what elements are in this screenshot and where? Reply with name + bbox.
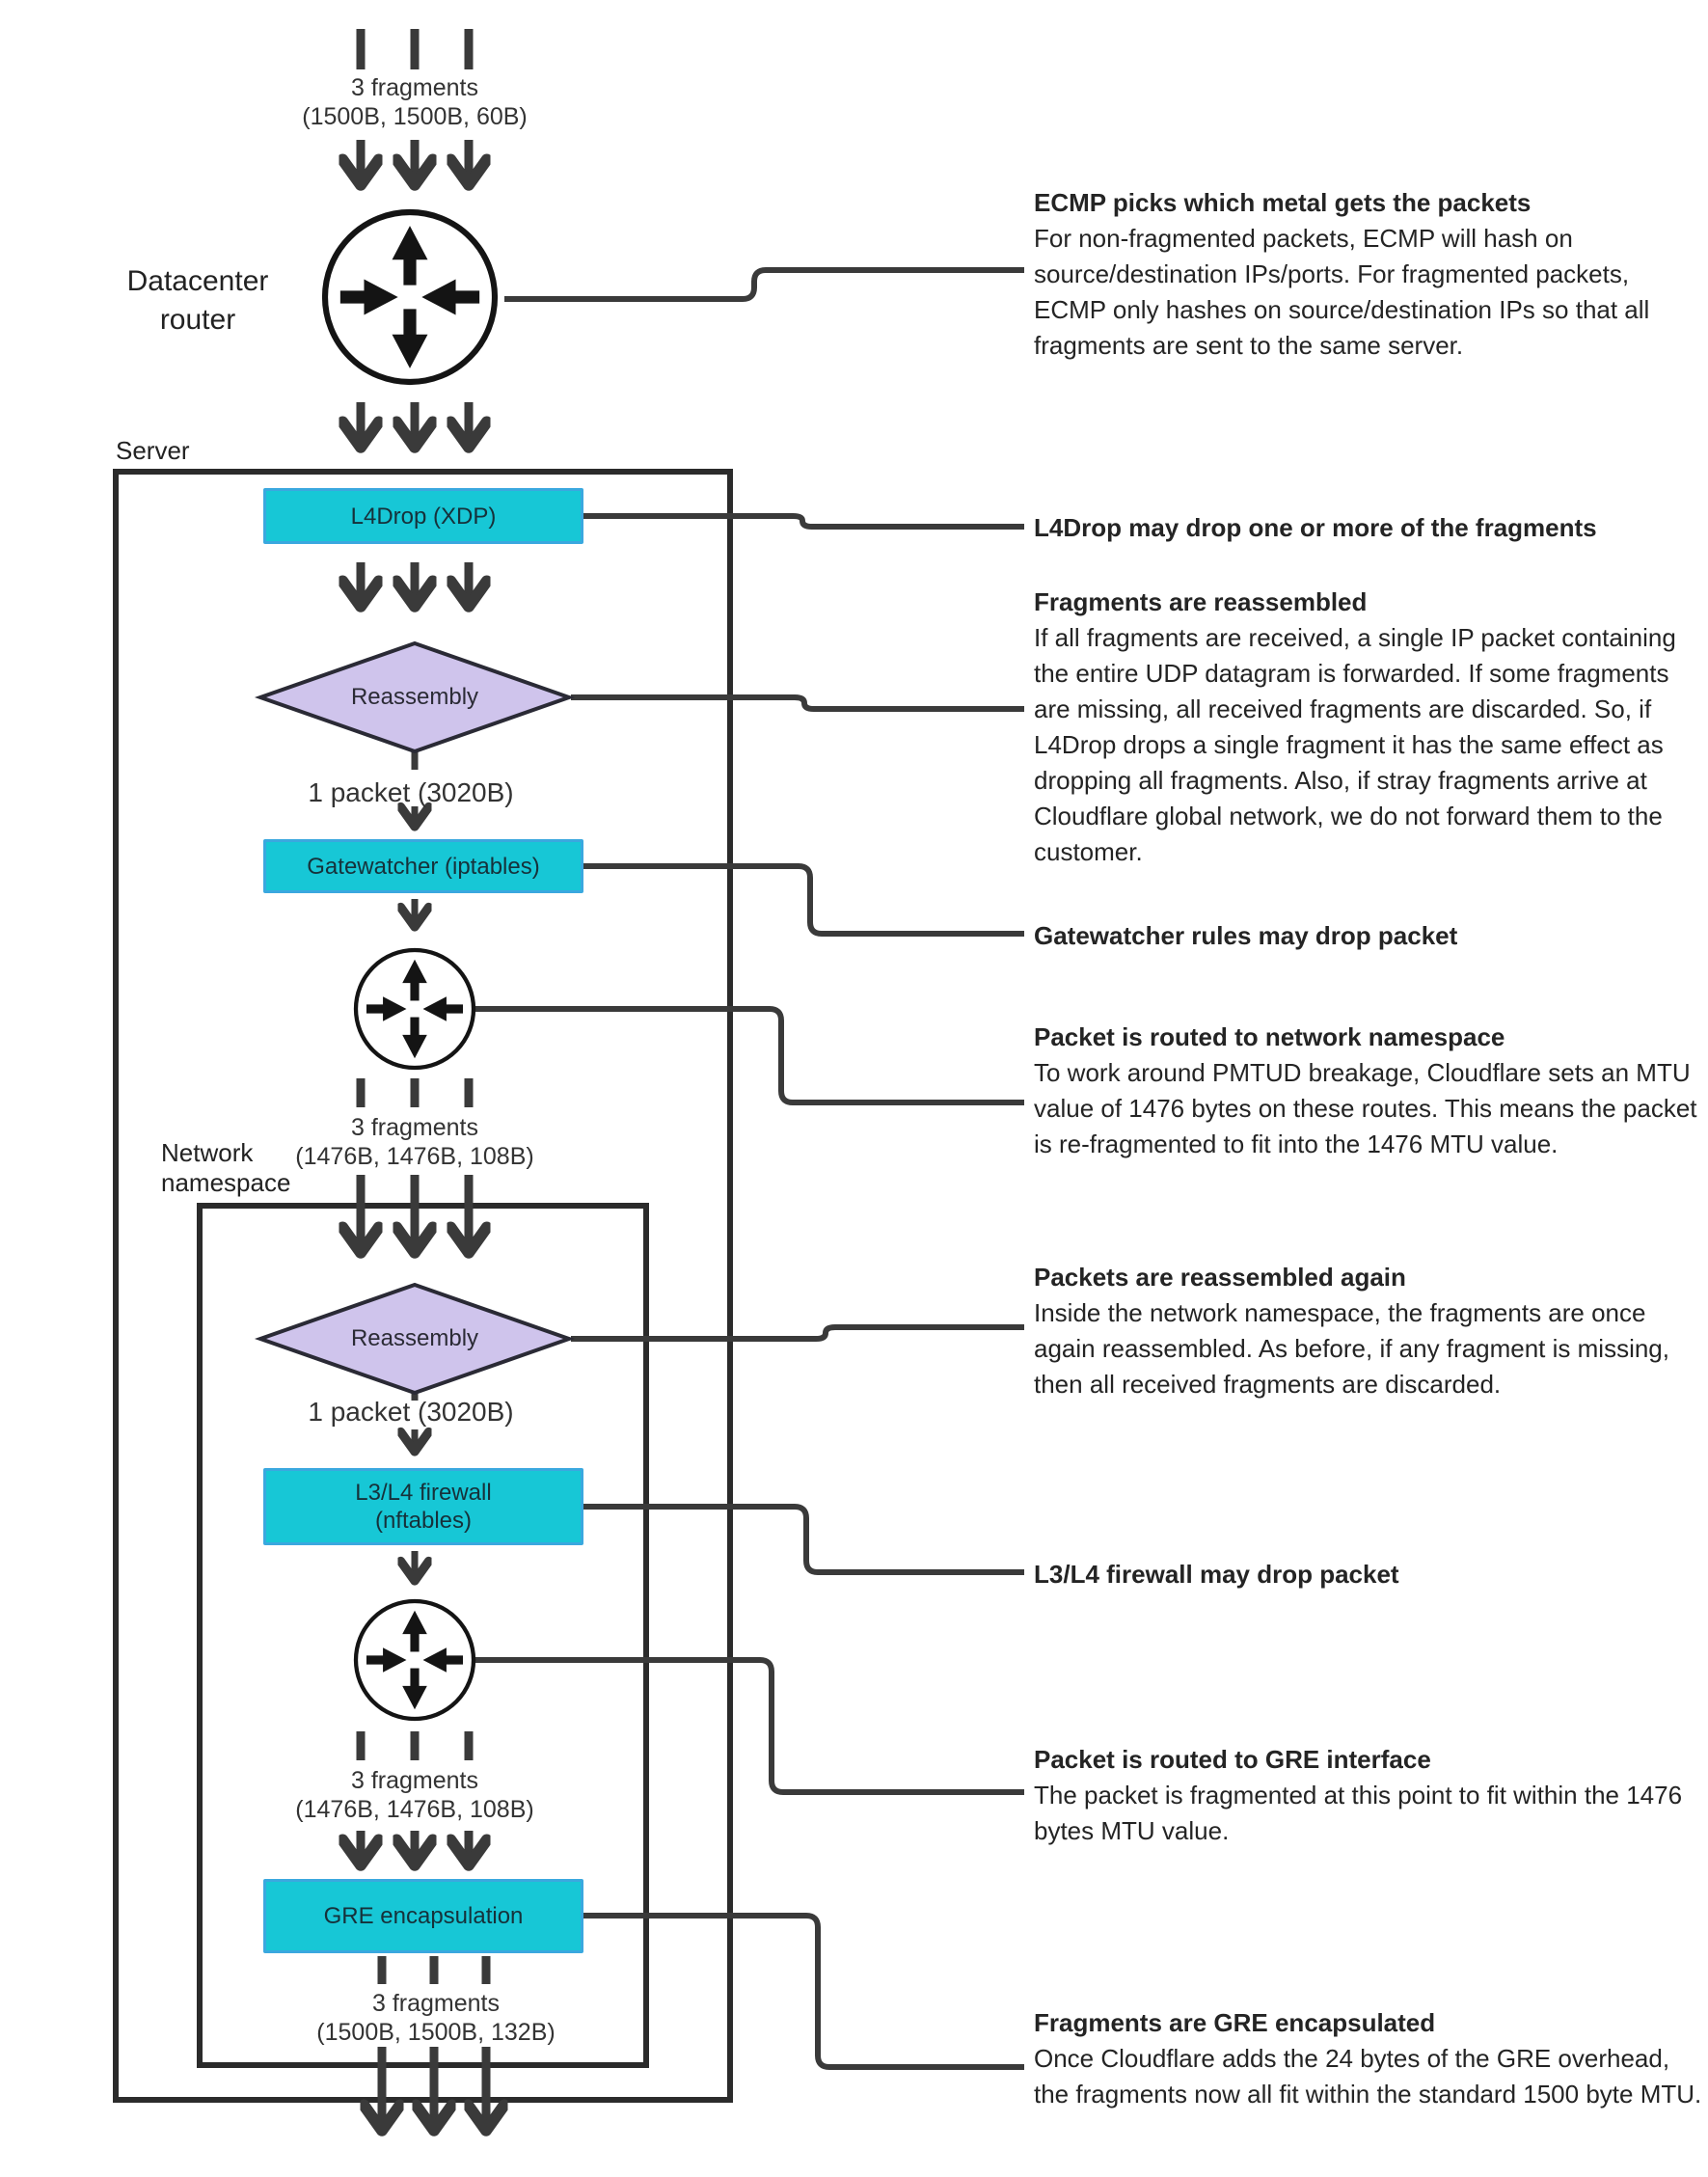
datacenter-router-icon (325, 212, 495, 382)
firewall-node: L3/L4 firewall (nftables) (263, 1468, 583, 1545)
fragment-arrows-into-reassembly-1 (361, 562, 469, 603)
connector-gatewatcher (583, 866, 1024, 934)
annotation-l4drop: L4Drop may drop one or more of the fragments (1034, 513, 1597, 542)
annotation-route-gre: Packet is routed to GRE interface The packet is fragmented at this point to fit within the 1476 bytes MTU value. (1034, 1745, 1683, 1845)
fragment-arrows-into-gre (361, 1831, 469, 1862)
annotation-firewall: L3/L4 firewall may drop packet (1034, 1560, 1399, 1589)
packet-label-1: 1 packet (3020B) (308, 777, 514, 807)
annotation-reassembled-again: Packets are reassembled again Inside the network namespace, the fragments are once again reassembled. As before, if any fragment is missing, then all received fragments are discarded. (1034, 1263, 1669, 1399)
connector-reassembly-2 (571, 1327, 1024, 1339)
annotation-reassembled: Fragments are reassembled If all fragments are received, a single IP packet containing the entire UDP datagram is forwarded. If some fragments are missing, all received fragments are discarded. So, if L4Drop drops a single fragment it has the same effect as dropping all fragments. Also, if stray fragments arrive at Cloudflare global network, we do not forward them to the customer. (1034, 587, 1676, 866)
reassembly-2-label: Reassembly (350, 1325, 479, 1351)
packet-label-2: 1 packet (3020B) (308, 1397, 514, 1427)
fragments-label-low: 3 fragments (1476B, 1476B, 108B) (295, 1767, 534, 1823)
connector-ecmp (504, 270, 1024, 299)
fragment-arrows-into-namespace (361, 1175, 469, 1249)
fragment-dashes-top (361, 29, 469, 69)
connector-gre-encap (583, 1916, 1024, 2067)
fragment-dashes-mid (361, 1078, 469, 1107)
fragment-arrows-into-server (361, 402, 469, 444)
annotation-gatewatcher: Gatewatcher rules may drop packet (1034, 921, 1458, 950)
network-namespace-label: Network namespace (161, 1138, 291, 1197)
datacenter-router-label: Datacenter router (126, 265, 269, 336)
server-label: Server (116, 436, 190, 465)
gre-node: GRE encapsulation (263, 1879, 583, 1953)
fragments-label-bottom: 3 fragments (1500B, 1500B, 132B) (316, 1990, 556, 2046)
reassembly-1-label: Reassembly (350, 684, 479, 710)
fragment-arrows-out-bottom (382, 2047, 486, 2127)
annotation-gre-encapsulated: Fragments are GRE encapsulated Once Cloudflare adds the 24 bytes of the GRE overhead, the fragments now all fit within the standard 1500 byte MTU. (1034, 2008, 1702, 2109)
connector-firewall (583, 1507, 1024, 1572)
annotation-route-namespace: Packet is routed to network namespace To work around PMTUD breakage, Cloudflare sets an MTU value of 1476 bytes on these routes. This means the packet is re-fragmented to fit into the 1476 MTU value. (1034, 1022, 1697, 1158)
connector-reassembly-1 (571, 697, 1024, 709)
fragment-arrows-into-router (361, 140, 469, 181)
route-to-gre-icon (356, 1601, 474, 1719)
gatewatcher-node: Gatewatcher (iptables) (263, 839, 583, 893)
connector-l4drop (583, 516, 1024, 527)
connector-route-gre (475, 1660, 1024, 1792)
fragments-label-top: 3 fragments (1500B, 1500B, 60B) (302, 74, 528, 130)
connector-route-namespace (475, 1009, 1024, 1102)
fragment-dashes-low (361, 1731, 469, 1760)
fragments-label-mid: 3 fragments (1476B, 1476B, 108B) (295, 1114, 534, 1170)
fragment-stems-bottom (382, 1956, 486, 1984)
route-to-namespace-icon (356, 950, 474, 1068)
l4drop-node: L4Drop (XDP) (263, 488, 583, 544)
annotation-ecmp: ECMP picks which metal gets the packets For non-fragmented packets, ECMP will hash on source/destination IPs/ports. For fragmented packets, ECMP only hashes on source/destination IPs so that all fragments are sent to the same server. (1034, 188, 1650, 360)
